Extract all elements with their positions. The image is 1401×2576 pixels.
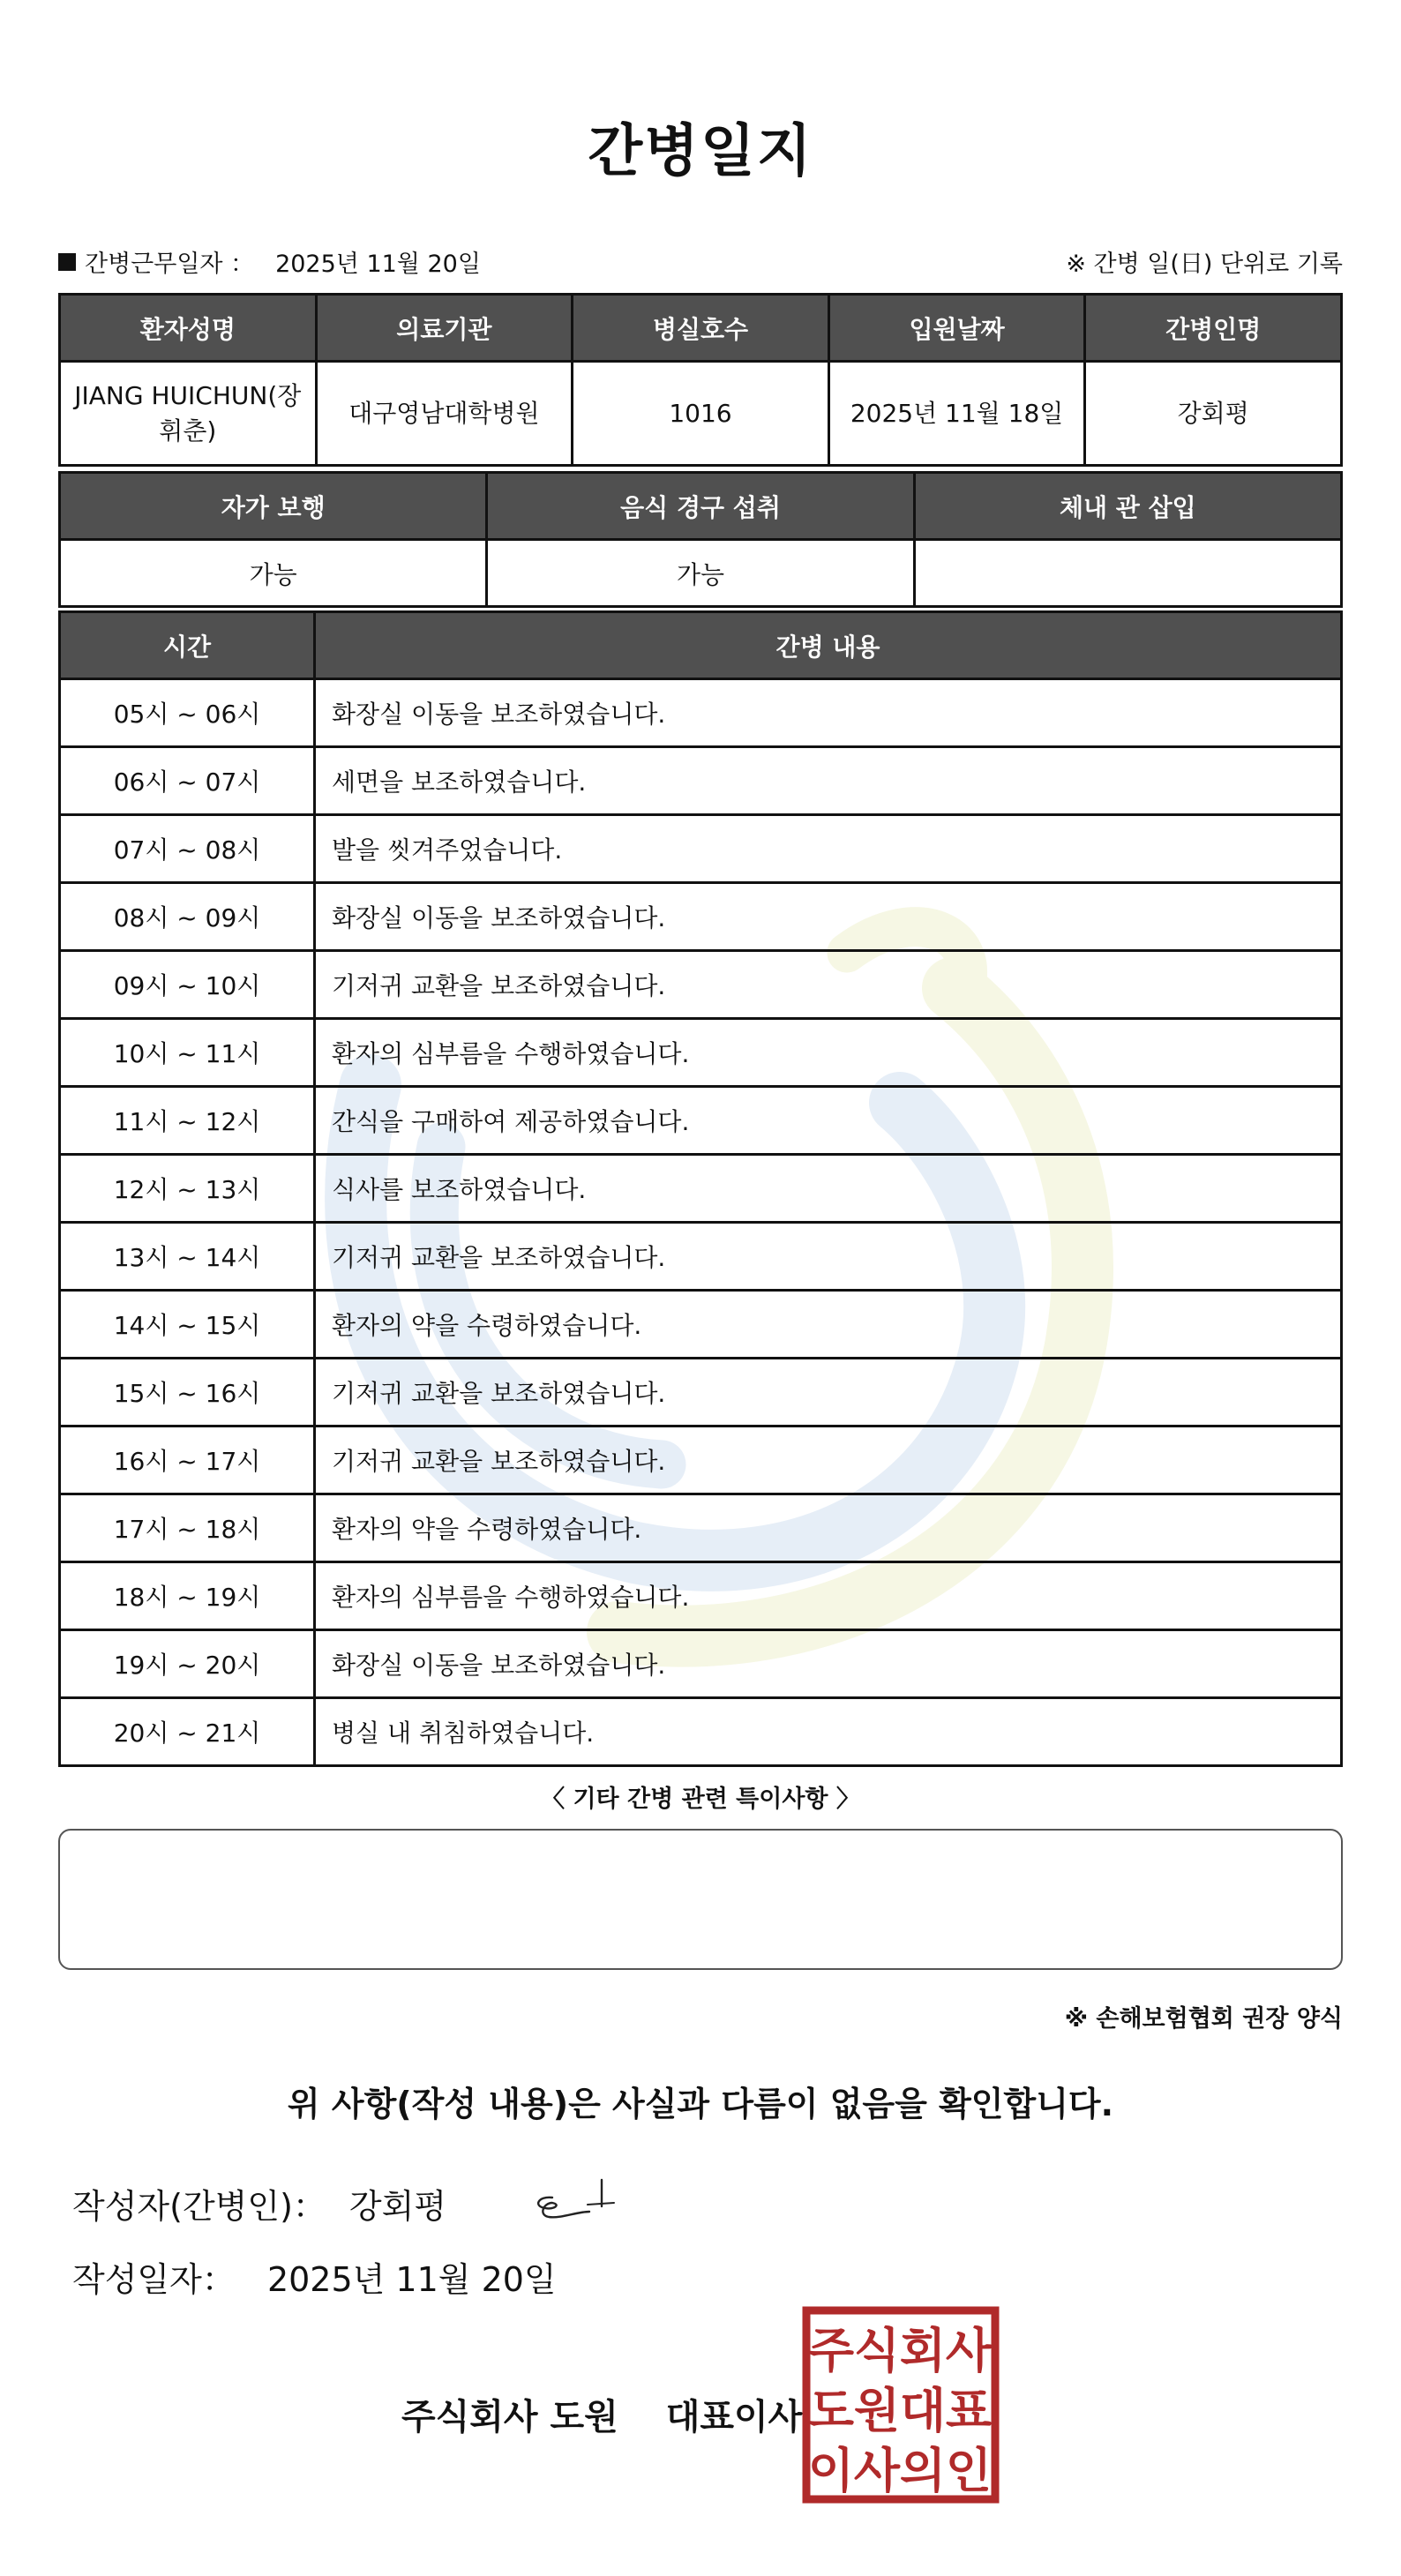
- log-row: [60, 1019, 1342, 1087]
- log-row: [60, 679, 1342, 747]
- log-content: 기저귀 교환을 보조하였습니다.: [315, 1359, 1342, 1427]
- seal-glyph: 원: [853, 2383, 901, 2438]
- log-row: [60, 883, 1342, 951]
- log-row: [60, 815, 1342, 883]
- log-row: [60, 1155, 1342, 1223]
- header-patient-name: 환자성명: [60, 295, 317, 362]
- log-row: [60, 1359, 1342, 1427]
- notes-box: [58, 1829, 1343, 1970]
- written-date-label: 작성일자：: [72, 2260, 236, 2299]
- admission-date: 2025년 11월 18일: [828, 362, 1085, 466]
- page-title: 간병일지: [588, 119, 813, 184]
- header-self-walking: 자가 보행: [60, 473, 487, 540]
- log-content: 환자의 약을 수령하였습니다.: [315, 1291, 1342, 1359]
- log-row: [60, 1698, 1342, 1766]
- header-oral-intake: 음식 경구 섭취: [487, 473, 914, 540]
- log-row: [60, 1562, 1342, 1630]
- header-room: 병실호수: [573, 295, 829, 362]
- log-content: 기저귀 교환을 보조하였습니다.: [315, 1223, 1342, 1291]
- header-caregiver: 간병인명: [1085, 295, 1342, 362]
- log-row: [60, 1427, 1342, 1494]
- log-time: 06시 ~ 07시: [60, 747, 315, 815]
- seal-glyph: 도: [807, 2383, 855, 2438]
- log-content: 화장실 이동을 보조하였습니다.: [315, 1630, 1342, 1698]
- seal-glyph: 주: [807, 2323, 855, 2378]
- log-time: 08시 ~ 09시: [60, 883, 315, 951]
- header-time: 시간: [60, 612, 315, 679]
- seal-glyph: 인: [945, 2443, 993, 2498]
- log-time: 14시 ~ 15시: [60, 1291, 315, 1359]
- status-header-row: [60, 473, 1342, 540]
- status-value-row: [60, 540, 1342, 607]
- seal-glyph: 사: [945, 2323, 993, 2378]
- hospital-name: 대구영남대학병원: [316, 362, 573, 466]
- company-name: 주식회사 도원: [401, 2397, 618, 2437]
- company-seal-stamp: [801, 2305, 1000, 2505]
- company-signature-line: [401, 2389, 802, 2439]
- log-row: [60, 951, 1342, 1019]
- seal-glyph: 의: [899, 2443, 947, 2498]
- handwritten-signature: [526, 2176, 623, 2229]
- log-content: 기저귀 교환을 보조하였습니다.: [315, 951, 1342, 1019]
- log-row: [60, 1630, 1342, 1698]
- patient-name: JIANG HUICHUN(장휘춘): [60, 362, 317, 466]
- patient-info-table: [58, 293, 1343, 467]
- log-time: 15시 ~ 16시: [60, 1359, 315, 1427]
- written-date-row: [72, 2252, 557, 2301]
- representative-title: 대표이사: [665, 2397, 803, 2437]
- unit-note: ※ 간병 일(日) 단위로 기록: [1066, 251, 1343, 278]
- header-tube-insertion: 체내 관 삽입: [914, 473, 1341, 540]
- patient-status-table: [58, 471, 1343, 608]
- work-date-label: 간병근무일자 ：: [85, 251, 255, 278]
- square-bullet-icon: [58, 253, 76, 271]
- log-content: 기저귀 교환을 보조하였습니다.: [315, 1427, 1342, 1494]
- log-content: 환자의 약을 수령하였습니다.: [315, 1494, 1342, 1562]
- patient-value-row: [60, 362, 1342, 466]
- work-date-value: 2025년 11월 20일: [275, 251, 481, 278]
- meta-row: [58, 244, 1343, 279]
- log-time: 07시 ~ 08시: [60, 815, 315, 883]
- header-care-content: 간병 내용: [315, 612, 1342, 679]
- log-content: 발을 씻겨주었습니다.: [315, 815, 1342, 883]
- log-header-row: [60, 612, 1342, 679]
- log-content: 간식을 구매하여 제공하였습니다.: [315, 1087, 1342, 1155]
- log-row: [60, 1494, 1342, 1562]
- notes-heading: 〈 기타 간병 관련 특이사항 〉: [541, 1786, 860, 1813]
- log-content: 환자의 심부름을 수행하였습니다.: [315, 1019, 1342, 1087]
- work-date-group: [58, 244, 481, 279]
- log-row: [60, 1291, 1342, 1359]
- seal-glyph: 이: [807, 2443, 855, 2498]
- header-admission-date: 입원날짜: [828, 295, 1085, 362]
- log-content: 세면을 보조하였습니다.: [315, 747, 1342, 815]
- seal-glyph: 사: [853, 2443, 901, 2498]
- writer-name: 강회평: [348, 2186, 447, 2226]
- log-content: 환자의 심부름을 수행하였습니다.: [315, 1562, 1342, 1630]
- log-content: 병실 내 취침하였습니다.: [315, 1698, 1342, 1766]
- written-date-value: 2025년 11월 20일: [266, 2260, 557, 2299]
- seal-glyph: 표: [945, 2383, 993, 2438]
- oral-intake-value: 가능: [487, 540, 914, 607]
- log-time: 11시 ~ 12시: [60, 1087, 315, 1155]
- log-time: 16시 ~ 17시: [60, 1427, 315, 1494]
- tube-insertion-value: [914, 540, 1341, 607]
- caregiver-name: 강회평: [1085, 362, 1342, 466]
- confirmation-statement: 위 사항(작성 내용)은 사실과 다름이 없음을 확인합니다.: [287, 2085, 1114, 2123]
- seal-glyph: 대: [899, 2383, 947, 2438]
- writer-row: [72, 2176, 623, 2229]
- self-walking-value: 가능: [60, 540, 487, 607]
- log-time: 10시 ~ 11시: [60, 1019, 315, 1087]
- log-time: 05시 ~ 06시: [60, 679, 315, 747]
- log-time: 12시 ~ 13시: [60, 1155, 315, 1223]
- seal-glyph: 식: [853, 2323, 901, 2378]
- care-log-table: [58, 610, 1343, 1767]
- log-time: 20시 ~ 21시: [60, 1698, 315, 1766]
- log-row: [60, 1223, 1342, 1291]
- log-content: 식사를 보조하였습니다.: [315, 1155, 1342, 1223]
- writer-label: 작성자(간병인)：: [72, 2186, 326, 2226]
- log-content: 화장실 이동을 보조하였습니다.: [315, 883, 1342, 951]
- log-row: [60, 747, 1342, 815]
- header-hospital: 의료기관: [316, 295, 573, 362]
- log-row: [60, 1087, 1342, 1155]
- log-time: 19시 ~ 20시: [60, 1630, 315, 1698]
- log-time: 09시 ~ 10시: [60, 951, 315, 1019]
- form-note: ※ 손해보험협회 권장 양식: [1064, 2005, 1343, 2033]
- log-content: 화장실 이동을 보조하였습니다.: [315, 679, 1342, 747]
- log-time: 13시 ~ 14시: [60, 1223, 315, 1291]
- patient-header-row: [60, 295, 1342, 362]
- log-body: [60, 679, 1342, 1766]
- log-time: 17시 ~ 18시: [60, 1494, 315, 1562]
- seal-glyph: 회: [899, 2323, 947, 2378]
- log-time: 18시 ~ 19시: [60, 1562, 315, 1630]
- room-number: 1016: [573, 362, 829, 466]
